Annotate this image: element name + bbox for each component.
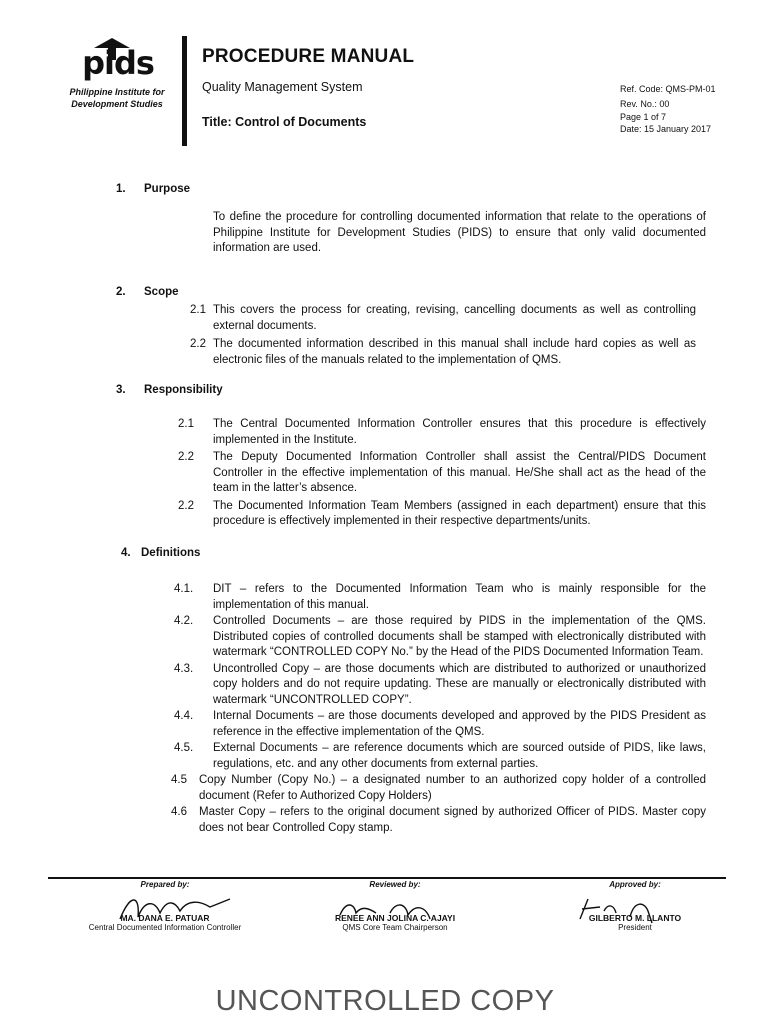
header-divider	[182, 36, 187, 146]
list-item: 2.1 This covers the process for creating, revising, cancelling documents as well as controlling external documents.	[190, 304, 696, 332]
responsibility-list	[178, 417, 706, 530]
list-item: 4.5 Copy Number (Copy No.) – a designated number to an authorized copy holder of a controlled document (Refer to Authorized Copy Holders)	[171, 774, 706, 802]
pids-logo	[70, 38, 166, 88]
reviewed-by-block: Reviewed by: RENEE ANN JOLINA C. AJAYI QMS Core Team Chairperson	[310, 880, 480, 932]
prepared-by-block: Prepared by: MA. DANA E. PATUAR Central Documented Information Controller	[60, 880, 270, 932]
section-responsibility-heading: 3. Responsibility	[116, 384, 223, 396]
manual-subtitle: Quality Management System	[202, 80, 363, 94]
org-name: Philippine Institute for Development Studies	[69, 87, 165, 109]
list-item: 2.2 The Documented Information Team Members (assigned in each department) ensure that this procedure is effectively implemented in their respective departments/units.	[178, 499, 706, 527]
page-number: Page 1 of 7	[620, 112, 667, 122]
section-purpose-heading: 1. Purpose	[116, 183, 191, 195]
list-item: 4.4. Internal Documents – are those documents developed and approved by the PIDS President as reference in the effective implementation of the QMS.	[174, 710, 706, 738]
manual-title: PROCEDURE MANUAL	[202, 46, 415, 67]
section-definitions-heading: 4. Definitions	[121, 547, 201, 559]
document-meta	[620, 82, 716, 136]
ref-code: Ref. Code: QMS-PM-01	[620, 84, 716, 94]
list-item: 4.1. DIT – refers to the Documented Information Team who is mainly responsible for the implementation of this manual.	[174, 583, 706, 611]
list-item: 2.2 The documented information described in this manual shall include hard copies as well as electronic files of the manuals related to the implementation of QMS.	[190, 338, 696, 366]
list-item: 4.5. External Documents – are reference documents which are sourced outside of PIDS, like laws, regulations, etc. and any other documents from external parties.	[174, 742, 706, 770]
list-item: 2.1 The Central Documented Information Controller ensures that this procedure is effectively implemented in the Institute.	[178, 418, 706, 446]
definitions-list	[171, 582, 706, 836]
logo-text: pids	[82, 44, 154, 82]
footer-rule	[48, 877, 726, 879]
list-item: 4.2. Controlled Documents – are those required by PIDS in the implementation of the QMS. Distributed copies of controlled documents shall be stamped with electronically distributed with watermark “CONTROLLED COPY No.” by the Head of the PIDS Documented Information Team.	[174, 615, 706, 658]
rev-no: Rev. No.: 00	[620, 98, 670, 109]
uncontrolled-copy-watermark: UNCONTROLLED COPY	[215, 985, 555, 1017]
doc-date: Date: 15 January 2017	[620, 123, 712, 134]
list-item: 2.2 The Deputy Documented Information Controller shall assist the Central/PIDS Document Controller in the effective implementation of this manual. He/She shall act as the head of the team in the latter’s absence.	[178, 451, 706, 494]
list-item: 4.6 Master Copy – refers to the original document signed by authorized Officer of PIDS. Master copy does not bear Controlled Copy stamp.	[171, 806, 706, 834]
approved-by-block: Approved by: GILBERTO M. LLANTO President	[560, 880, 710, 932]
scope-list	[190, 303, 696, 368]
document-title: Title: Control of Documents	[202, 115, 367, 129]
section-scope-heading: 2. Scope	[116, 286, 179, 298]
list-item: 4.3. Uncontrolled Copy – are those documents which are distributed to authorized or unauthorized copy holders and do not require updating. These are manually or electronically distributed with watermark “UNCONTROLLED COPY”.	[174, 662, 706, 706]
purpose-text: To define the procedure for controlling documented information that relate to the operations of Philippine Institute for Development Studies (PIDS) to ensure that only valid documented information are used.	[213, 211, 706, 254]
